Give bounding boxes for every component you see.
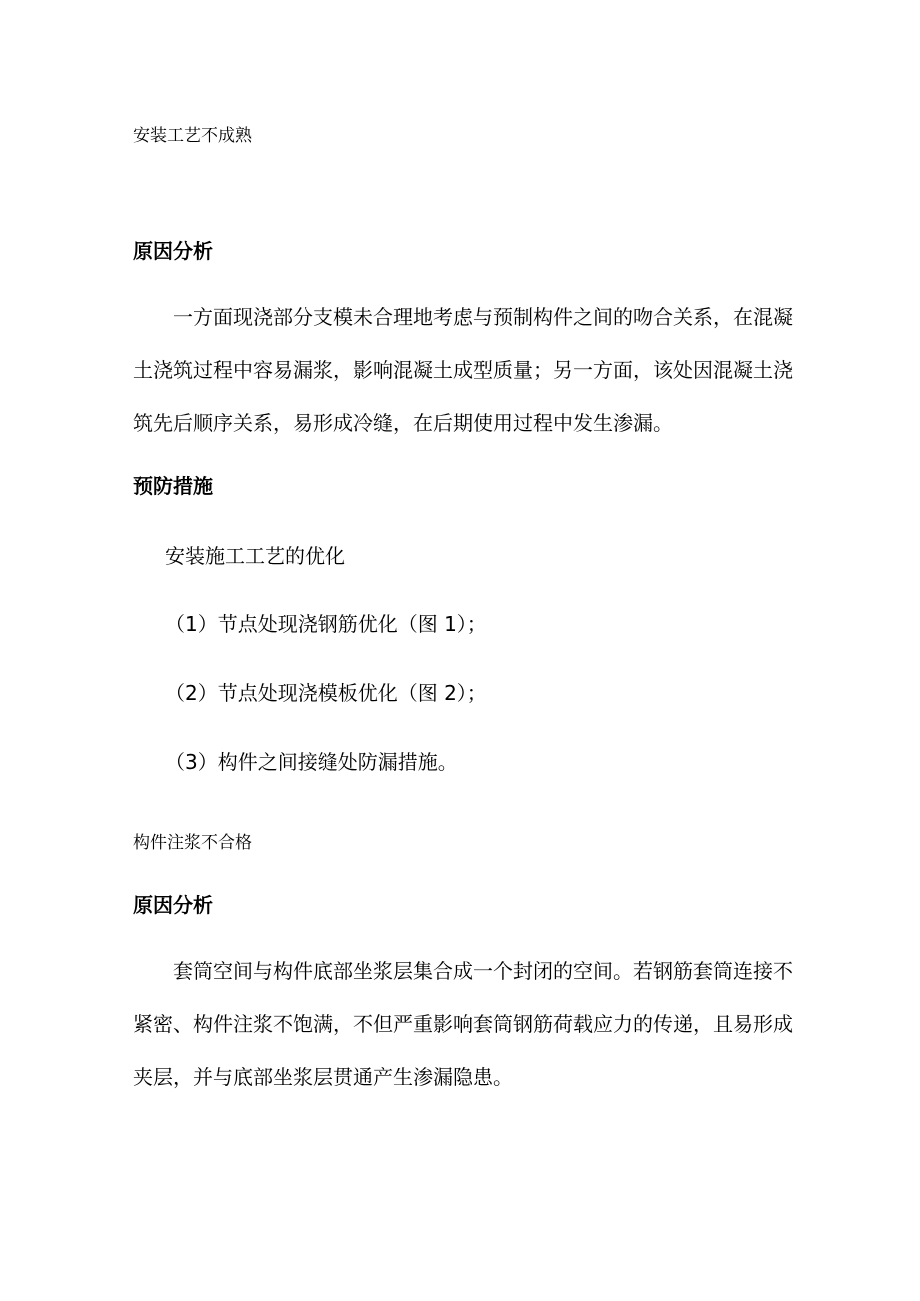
prevention-item: （2）节点处现浇模板优化（图 2）； [165,681,487,705]
prevention-item: （3）构件之间接缝处防漏措施。 [165,750,458,774]
cause-paragraph: 套筒空间与构件底部坐浆层集合成一个封闭的空间。若钢筋套筒连接不紧密、构件注浆不饱满，不但严重影响套筒钢筋荷载应力的传递，且易形成夹层，并与底部坐浆层贯通产生渗漏隐患。 [133,959,793,1089]
prevention-item: （1）节点处现浇钢筋优化（图 1）； [165,612,487,636]
cause-heading: 原因分析 [133,893,213,917]
section-title: 构件注浆不合格 [133,833,252,853]
cause-paragraph: 一方面现浇部分支模未合理地考虑与预制构件之间的吻合关系，在混凝土浇筑过程中容易漏浆，影响混凝土成型质量；另一方面，该处因混凝土浇筑先后顺序关系，易形成冷缝，在后期使用过程中发生渗漏。 [133,305,793,435]
cause-heading: 原因分析 [133,239,213,263]
prevention-heading: 预防措施 [133,474,213,498]
prevention-intro: 安装施工工艺的优化 [165,544,345,568]
section-title: 安装工艺不成熟 [133,126,252,146]
